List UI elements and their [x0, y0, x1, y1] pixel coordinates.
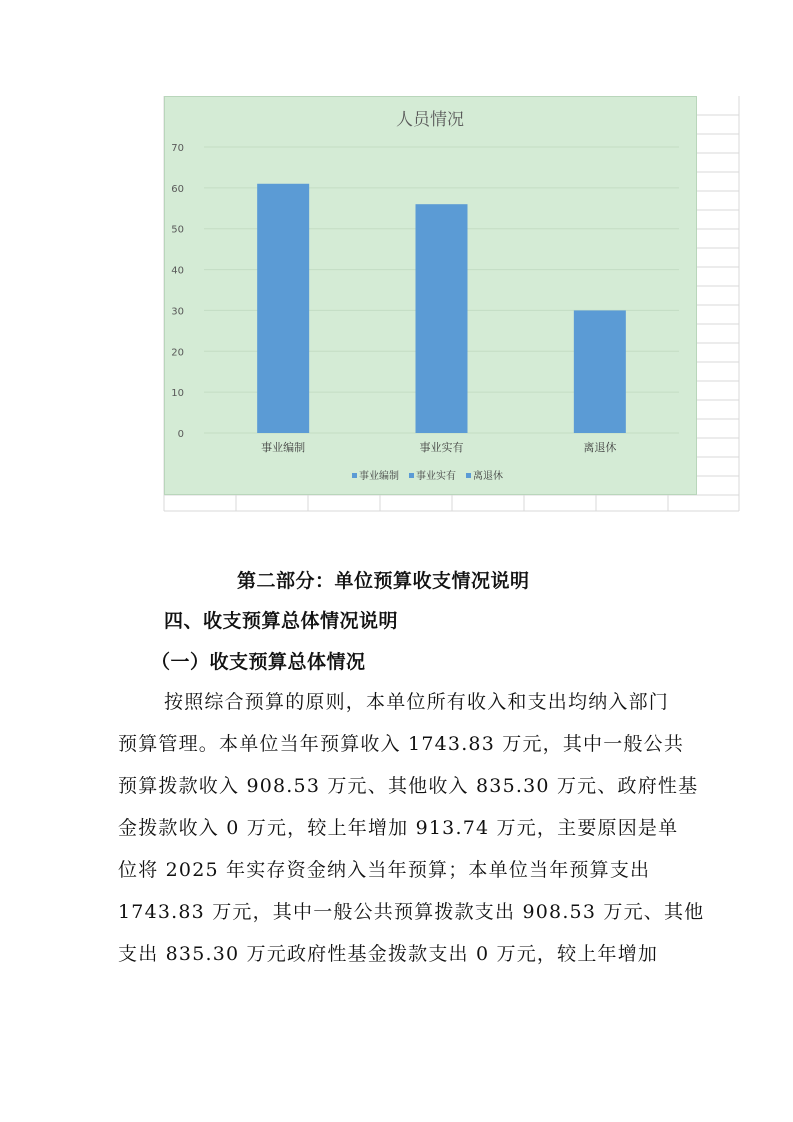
y-tick-label: 10 [171, 388, 184, 400]
paragraph-line: 按照综合预算的原则，本单位所有收入和支出均纳入部门 [164, 691, 670, 713]
y-tick-label: 30 [171, 306, 184, 318]
x-category-label: 离退休 [583, 441, 617, 454]
y-tick-label: 20 [171, 347, 184, 359]
bar [257, 184, 309, 433]
paragraph-line: 位将 2025 年实存资金纳入当年预算；本单位当年预算支出 [118, 859, 651, 881]
bar [416, 204, 468, 433]
legend-swatch [409, 473, 414, 478]
chart-title: 人员情况 [396, 110, 464, 130]
paragraph-line: 金拨款收入 0 万元，较上年增加 913.74 万元，主要原因是单 [118, 817, 679, 839]
y-tick-label: 60 [171, 183, 184, 195]
y-tick-label: 50 [171, 224, 184, 236]
x-category-label: 事业编制 [261, 441, 306, 454]
subheading-budget-summary: （一）收支预算总体情况 [151, 651, 366, 673]
legend-label: 事业编制 [359, 471, 399, 482]
legend-label: 离退休 [473, 471, 503, 482]
paragraph-line: 1743.83 万元，其中一般公共预算拨款支出 908.53 万元、其他 [118, 901, 705, 923]
y-tick-label: 70 [171, 143, 184, 154]
bar-chart [164, 96, 697, 495]
paragraph-line: 支出 835.30 万元政府性基金拨款支出 0 万元，较上年增加 [118, 943, 659, 965]
paragraph-line: 预算管理。本单位当年预算收入 1743.83 万元，其中一般公共 [118, 733, 685, 755]
y-tick-label: 0 [177, 429, 184, 440]
subheading-overview: 四、收支预算总体情况说明 [164, 610, 399, 632]
y-tick-label: 40 [171, 265, 184, 277]
legend-swatch [466, 473, 471, 478]
bar [574, 310, 626, 433]
legend-swatch [352, 473, 357, 478]
x-category-label: 事业实有 [419, 441, 464, 454]
paragraph-line: 预算拨款收入 908.53 万元、其他收入 835.30 万元、政府性基 [118, 775, 699, 797]
legend-label: 事业实有 [416, 471, 456, 482]
section-heading: 第二部分：单位预算收支情况说明 [237, 570, 530, 592]
